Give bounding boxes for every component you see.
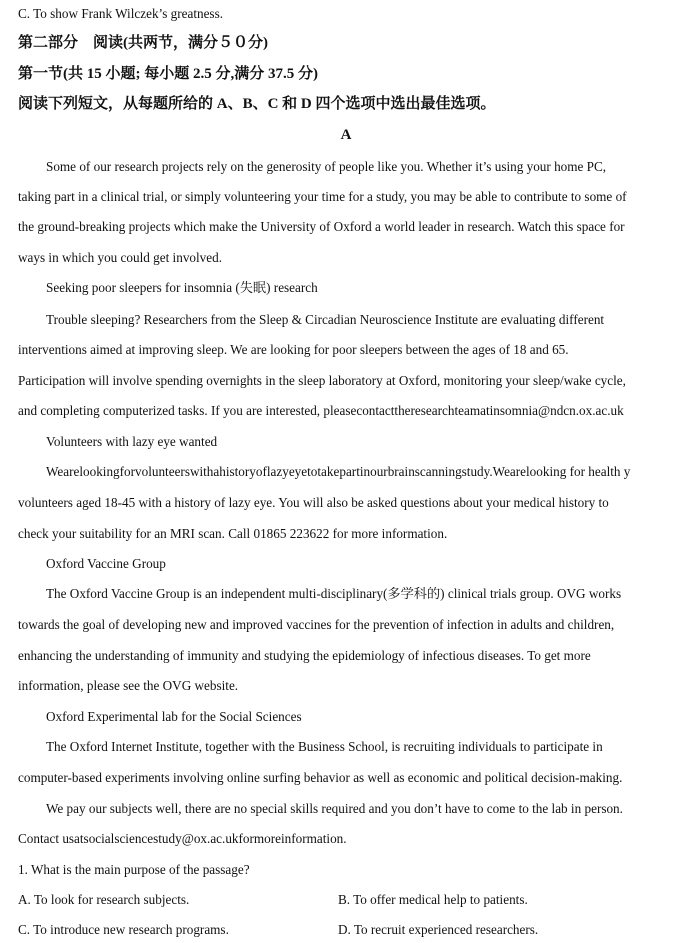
option-c: C. To introduce new research programs. — [18, 922, 229, 937]
passage-line: Contact usatsocialsciencestudy@ox.ac.ukformoreinformation. — [18, 831, 347, 846]
passage-line: enhancing the understanding of immunity and studying the epidemiology of infectious diseases. To get more — [18, 648, 591, 663]
section-heading: 第二部分 阅读(共两节，满分５０分) — [18, 35, 268, 51]
passage-line: and completing computerized tasks. If you are interested, pleasecontacttheresearchteamatinsomnia@ndcn.ox.ac.uk — [18, 403, 624, 418]
passage-line: The Oxford Vaccine Group is an independent multi-disciplinary(多学科的) clinical trials group. OVG works — [46, 586, 622, 601]
passage-line: volunteers aged 18-45 with a history of lazy eye. You will also be asked questions about your medical history to — [18, 495, 609, 510]
passage-line: the ground-breaking projects which make the University of Oxford a world leader in research. Watch this space for — [18, 219, 625, 234]
subheading-insomnia: Seeking poor sleepers for insomnia (失眠) research — [46, 280, 318, 295]
passage-line: information, please see the OVG website. — [18, 678, 239, 693]
option-d: D. To recruit experienced researchers. — [338, 922, 539, 937]
passage-line: The Oxford Internet Institute, together with the Business School, is recruiting individuals to participate in — [46, 739, 603, 754]
passage-line: taking part in a clinical trial, or simply volunteering your time for a study, you may be able to contribute to some of — [18, 189, 627, 204]
passage-line: Wearelookingforvolunteerswithahistoryoflazyeyetotakepartinourbrainscanningstudy.Wearelooking for health y — [46, 464, 631, 479]
top-option: C. To show Frank Wilczek’s greatness. — [18, 6, 223, 21]
passage-line: We pay our subjects well, there are no special skills required and you don’t have to come to the lab in person. — [46, 801, 623, 816]
passage-line: computer-based experiments involving online surfing behavior as well as economic and political decision-making. — [18, 770, 623, 785]
passage-line: Participation will involve spending overnights in the sleep laboratory at Oxford, monitoring your sleep/wake cycle, — [18, 373, 626, 388]
subsection-heading: 第一节(共 15 小题; 每小题 2.5 分,满分 37.5 分) — [18, 66, 318, 82]
passage-line: Some of our research projects rely on the generosity of people like you. Whether it’s using your home PC, — [46, 159, 607, 174]
passage-line: check your suitability for an MRI scan. Call 01865 223622 for more information. — [18, 526, 448, 541]
option-b: B. To offer medical help to patients. — [338, 892, 528, 907]
subheading-vaccine-group: Oxford Vaccine Group — [46, 556, 166, 571]
option-a: A. To look for research subjects. — [18, 892, 190, 907]
subheading-social-sciences: Oxford Experimental lab for the Social Sciences — [46, 709, 302, 724]
passage-line: towards the goal of developing new and improved vaccines for the prevention of infection in adults and children, — [18, 617, 615, 632]
subheading-lazy-eye: Volunteers with lazy eye wanted — [46, 434, 218, 449]
passage-line: ways in which you could get involved. — [18, 250, 223, 265]
passage-line: interventions aimed at improving sleep. We are looking for poor sleepers between the ages of 18 and 65. — [18, 342, 569, 357]
passage-line: Trouble sleeping? Researchers from the Sleep & Circadian Neuroscience Institute are evaluating different — [46, 312, 605, 327]
passage-label: A — [340, 127, 352, 143]
question: 1. What is the main purpose of the passage? — [18, 862, 250, 877]
instruction: 阅读下列短文，从每题所给的 A、B、C 和 D 四个选项中选出最佳选项。 — [18, 96, 496, 112]
